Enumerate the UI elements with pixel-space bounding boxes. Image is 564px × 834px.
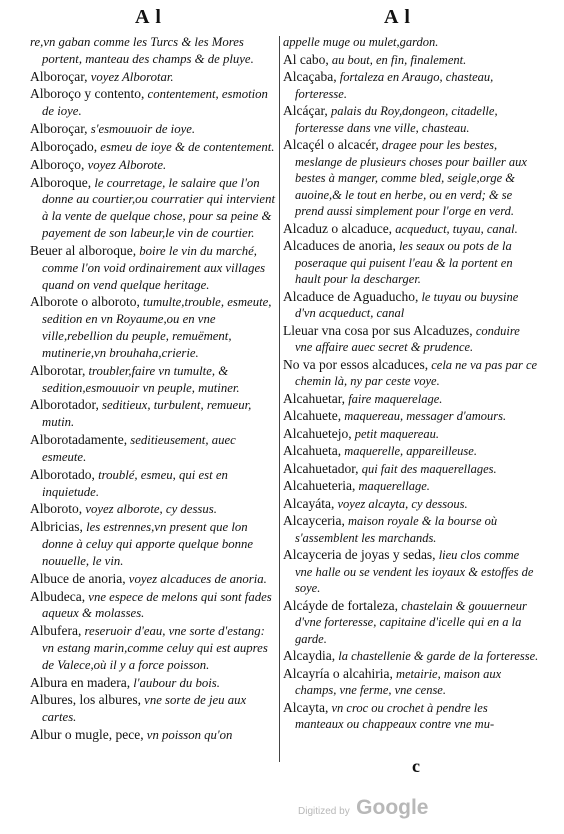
dictionary-entry xyxy=(30,589,278,623)
entry-headword: Lleuar vna cosa por sus Alcaduzes, xyxy=(283,322,473,338)
entry-definition: les seaux ou pots de la poseraque qui puisent l'eau & la portent en hault pour la descharger. xyxy=(295,239,513,286)
entry-definition: troubler,faire vn tumulte, & sedition,esmouuoir vn peuple, mutiner. xyxy=(42,363,240,395)
entry-definition: esmeu de ioye & de contentement. xyxy=(100,139,275,154)
dictionary-entry xyxy=(283,598,539,648)
dictionary-entry xyxy=(30,157,278,174)
entry-headword: Alcayceria, xyxy=(283,513,345,528)
entry-headword: Alcaduces de anoria, xyxy=(283,238,396,253)
entry-definition: au bout, en fin, finalement. xyxy=(331,52,467,67)
entry-definition: le tuyau ou buysine d'vn acqueduct, canal xyxy=(295,289,519,320)
entry-headword: Albricias, xyxy=(30,519,83,535)
entry-headword: Albura en madera, xyxy=(30,674,131,690)
entry-headword: Albur o mugle, pece, xyxy=(30,727,144,743)
entry-definition: maquereau, messager d'amours. xyxy=(344,409,507,423)
entry-definition: voyez alcaduces de anoria. xyxy=(128,571,267,586)
dictionary-entry xyxy=(283,289,539,322)
dictionary-entry xyxy=(283,103,539,136)
signature-mark: c xyxy=(412,756,420,776)
entry-definition: maquerellage. xyxy=(358,479,430,493)
dictionary-entry xyxy=(283,238,539,288)
dictionary-entry xyxy=(283,700,539,733)
entry-definition: vn poisson qu'on xyxy=(146,728,233,743)
entry-definition: seditieusement, auec esmeute. xyxy=(42,433,236,464)
dictionary-entry xyxy=(283,513,539,546)
entry-definition: re,vn gaban comme les Turcs & les Mores portent, manteau des champs & de pluye. xyxy=(30,35,254,66)
dictionary-entry xyxy=(283,426,539,443)
dictionary-entry xyxy=(30,692,278,726)
dictionary-entry xyxy=(283,648,539,665)
left-running-head: A l xyxy=(135,6,162,28)
entry-definition: voyez Alborotar. xyxy=(90,69,174,84)
dictionary-entry xyxy=(30,86,278,120)
entry-definition: la chastellenie & garde de la forteresse. xyxy=(338,649,539,663)
dictionary-entry xyxy=(283,137,539,220)
dictionary-entry xyxy=(283,323,539,356)
entry-headword: Alcáyde de fortaleza, xyxy=(283,597,399,613)
entry-definition: appelle muge ou mulet,gardon. xyxy=(283,35,439,49)
entry-headword: Al cabo, xyxy=(283,51,329,67)
entry-headword: Albures, los albures, xyxy=(30,692,141,708)
google-logo: Google xyxy=(356,796,429,819)
entry-headword: Alcahueta, xyxy=(283,443,342,458)
entry-headword: Alboroço, xyxy=(30,156,85,172)
entry-definition: chastelain & gouuerneur d'vne forteresse, capitaine d'icelle qui en a la garde. xyxy=(295,598,527,646)
entry-headword: Alboroço y contento, xyxy=(30,86,145,102)
entry-headword: Alboroque, xyxy=(30,174,92,190)
dictionary-entry xyxy=(283,34,539,51)
entry-headword: Alcaduce de Aguaducho, xyxy=(283,288,419,304)
dictionary-entry xyxy=(30,34,278,68)
entry-headword: Alcayta, xyxy=(283,699,329,715)
entry-headword: Alboroçar, xyxy=(30,68,88,84)
left-column xyxy=(30,34,278,745)
dictionary-entry xyxy=(283,547,539,597)
entry-headword: Alcaçél o alcacér, xyxy=(283,137,379,152)
entry-headword: Alcahuetador, xyxy=(283,460,359,476)
entry-definition: contentement, esmotion de ioye. xyxy=(42,87,268,119)
entry-headword: Alborotar, xyxy=(30,362,86,378)
entry-headword: Alborotado, xyxy=(30,466,95,482)
entry-definition: voyez Alborote. xyxy=(87,157,167,172)
entry-definition: seditieux, turbulent, remueur, mutin. xyxy=(42,398,252,430)
entry-headword: Alcahueteria, xyxy=(283,478,356,493)
entry-definition: le courretage, le salaire que l'on donne au courtier,ou courratier qui intervient à la vente de quelque chose, pour sa peine & payement de son labeur,le vin de courtier. xyxy=(42,175,276,241)
dictionary-entry xyxy=(30,501,278,518)
entry-headword: Alcaduz o alcaduce, xyxy=(283,220,393,236)
entry-definition: les estrennes,vn present que lon donne à celuy qui apporte quelque bonne nouuelle, le vin. xyxy=(42,520,254,568)
dictionary-entry xyxy=(30,571,278,588)
entry-definition: lieu clos comme vne halle ou se vendent les ioyaux & estoffes de soye. xyxy=(295,548,534,595)
dictionary-entry xyxy=(30,432,278,466)
dictionary-entry xyxy=(283,496,539,513)
dictionary-entry xyxy=(283,408,539,425)
entry-headword: Alcaçaba, xyxy=(283,69,337,84)
entry-definition: l'aubour du bois. xyxy=(133,675,220,690)
dictionary-entry xyxy=(30,623,278,673)
dictionary-entry xyxy=(30,121,278,138)
entry-headword: Alboroto, xyxy=(30,501,83,517)
dictionary-entry xyxy=(30,467,278,501)
entry-definition: reseruoir d'eau, vne sorte d'estang: vn estang marin,comme celuy qui est aupres de Valece,où il y a force poisson. xyxy=(42,624,268,672)
entry-headword: Alcayáta, xyxy=(283,495,335,511)
entry-definition: vn croc ou crochet à pendre les manteaux ou chappeaux contre vne mu- xyxy=(295,700,495,731)
entry-definition: boire le vin du marché, comme l'on void ordinairement aux villages quand on vend quelque heritage. xyxy=(42,243,266,292)
entry-definition: maquerelle, appareilleuse. xyxy=(344,444,477,458)
entry-definition: metairie, maison aux champs, vne ferme, vne cense. xyxy=(295,666,502,697)
entry-headword: Alborotadamente, xyxy=(30,432,128,448)
entry-definition: maison royale & la bourse où s'assemblent les marchands. xyxy=(295,514,498,545)
dictionary-entry xyxy=(283,69,539,102)
dictionary-entry xyxy=(30,675,278,692)
dictionary-entry xyxy=(30,139,278,156)
entry-headword: Beuer al alboroque, xyxy=(30,242,137,258)
entry-definition: voyez alborote, cy dessus. xyxy=(85,502,217,517)
entry-headword: Alcáçar, xyxy=(283,103,328,118)
dictionary-entry xyxy=(30,397,278,431)
entry-definition: tumulte,trouble, esmeute, sedition en vn Royaume,ou en vne ville,rebellion du peuple, remuëment, mutinerie,vn brouhaha,crierie. xyxy=(42,295,272,360)
entry-definition: vne espece de melons qui sont fades aqueux & molasses. xyxy=(42,589,272,621)
entry-headword: Alboroçado, xyxy=(30,138,98,154)
entry-headword: Alborotador, xyxy=(30,397,99,413)
entry-definition: dragee pour les bestes, meslange de plusieurs choses pour bailler aux bestes à manger, comme bled, seigle,orge & auoine,& le tout en herbe, ou en verd; & se prend aussi simplement pour l'orge en verd. xyxy=(295,138,527,218)
entry-definition: faire maquerelage. xyxy=(348,391,443,406)
dictionary-entry xyxy=(30,363,278,397)
dictionary-entry xyxy=(30,69,278,86)
entry-definition: acqueduct, tuyau, canal. xyxy=(395,221,518,236)
entry-headword: Alcahuetejo, xyxy=(283,425,352,441)
entry-definition: qui fait des maquerellages. xyxy=(361,461,497,476)
dictionary-entry xyxy=(283,478,539,495)
entry-headword: Albufera, xyxy=(30,623,82,639)
entry-headword: Alcahuete, xyxy=(283,408,342,423)
entry-definition: voyez alcayta, cy dessous. xyxy=(337,496,468,511)
dictionary-entry xyxy=(283,391,539,408)
dictionary-entry xyxy=(30,175,278,242)
column-divider xyxy=(279,36,280,762)
right-running-head: A l xyxy=(384,6,411,28)
entry-definition: troublé, esmeu, qui est en inquietude. xyxy=(42,467,228,499)
dictionary-entry xyxy=(283,52,539,69)
dictionary-entry xyxy=(30,727,278,744)
entry-definition: petit maquereau. xyxy=(354,426,439,441)
entry-definition: conduire vne affaire auec secret & prudence. xyxy=(295,323,520,354)
digitized-prefix: Digitized by xyxy=(298,806,350,817)
entry-headword: Albudeca, xyxy=(30,588,86,604)
entry-headword: Alcayceria de joyas y sedas, xyxy=(283,547,436,562)
dictionary-entry xyxy=(283,443,539,460)
dictionary-entry xyxy=(30,294,278,361)
dictionary-entry xyxy=(30,243,278,293)
right-column xyxy=(283,34,539,734)
entry-headword: Alcaydia, xyxy=(283,648,336,663)
dictionary-entry xyxy=(283,357,539,390)
digitized-footer xyxy=(298,796,429,820)
entry-headword: Alboroçar, xyxy=(30,121,88,137)
dictionary-entry xyxy=(283,221,539,238)
entry-definition: s'esmouuoir de ioye. xyxy=(90,122,196,137)
entry-definition: vne sorte de jeu aux cartes. xyxy=(42,693,247,725)
entry-headword: Albuce de anoria, xyxy=(30,570,126,586)
dictionary-entry xyxy=(283,666,539,699)
entry-headword: Alcahuetar, xyxy=(283,390,346,406)
entry-headword: Alborote o alboroto, xyxy=(30,294,140,310)
entry-definition: cela ne va pas par ce chemin là, ny par ceste voye. xyxy=(295,357,538,388)
entry-definition: fortaleza en Araugo, chasteau, forteresse. xyxy=(295,70,494,101)
entry-headword: Alcayría o alcahiria, xyxy=(283,665,393,681)
dictionary-entry xyxy=(30,519,278,569)
dictionary-entry xyxy=(283,461,539,478)
entry-definition: palais du Roy,dongeon, citadelle, forteresse dans vne ville, chasteau. xyxy=(295,104,498,135)
entry-headword: No va por essos alcaduces, xyxy=(283,356,429,372)
